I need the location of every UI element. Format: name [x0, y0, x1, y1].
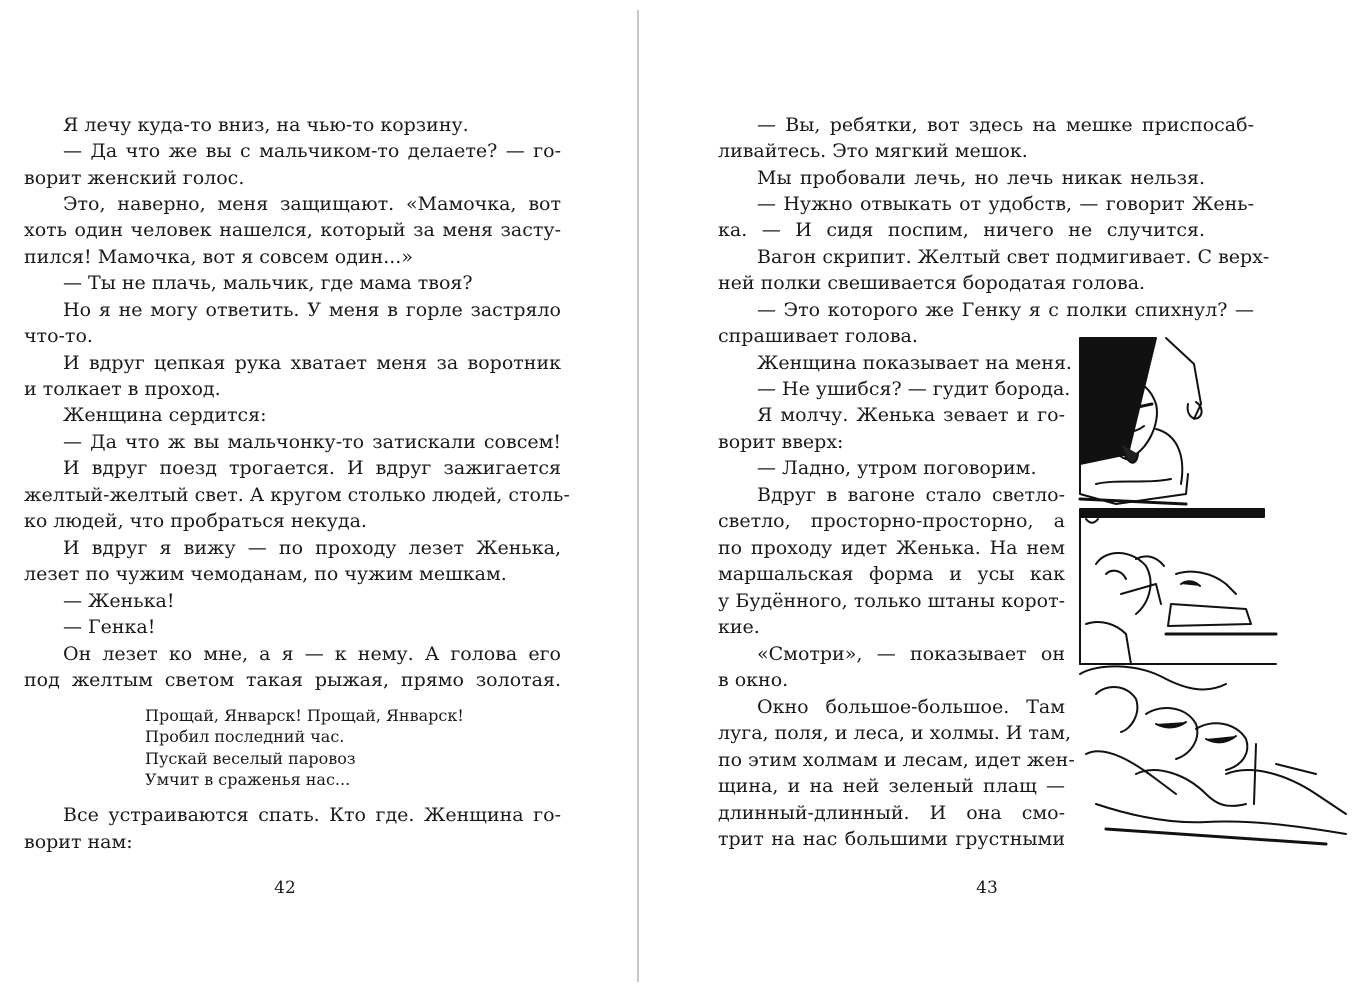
sleeping-children-panel	[1080, 666, 1346, 844]
text-line: И вдруг цепкая рука хватает меня за воротник	[63, 352, 561, 374]
bearded-man-panel	[1080, 338, 1202, 504]
text-line: ливайтесь. Это мягкий мешок.	[718, 140, 1028, 162]
text-line: хоть один человек нашелся, который за меня засту-	[24, 219, 561, 241]
text-line: желтый-желтый свет. А кругом столько людей, столь-	[24, 484, 570, 506]
text-line: ко людей, что пробраться некуда.	[24, 510, 367, 532]
text-line: ворит вверх:	[718, 431, 844, 453]
text-line: — Да что ж вы мальчонку-то затискали совсем!	[63, 431, 561, 453]
text-line: Я молчу. Женька зевает и го-	[757, 404, 1065, 426]
text-line: у Будённого, только штаны корот-	[718, 590, 1065, 612]
text-line: луга, поля, и леса, и холмы. И там,	[718, 722, 1072, 744]
text-line: — Ты не плачь, мальчик, где мама твоя?	[63, 272, 473, 294]
text-line: «Смотри», — показывает он	[757, 643, 1065, 665]
text-line: ворит женский голос.	[24, 167, 245, 189]
text-line: — Генка!	[63, 616, 156, 638]
text-line: спрашивает голова.	[718, 325, 918, 347]
poem-line: Пробил последний час.	[145, 727, 345, 747]
text-line: Вдруг в вагоне стало светло-	[757, 484, 1065, 506]
poem-line: Прощай, Январск! Прощай, Январск!	[145, 706, 464, 725]
text-line: Я лечу куда-то вниз, на чью-то корзину.	[63, 114, 469, 136]
text-line: по проходу идет Женька. На нем	[718, 537, 1065, 559]
train-carriage-illustration	[1076, 334, 1357, 854]
text-line: — Не ушибся? — гудит борода.	[757, 378, 1071, 400]
text-line: светло, просторно-просторно, а	[718, 510, 1065, 532]
page-number: 43	[976, 878, 998, 898]
text-line: — Да что же вы с мальчиком-то делаете? — го-	[63, 140, 561, 162]
text-line: и толкает в проход.	[24, 378, 221, 400]
text-line: Женщина сердится:	[63, 404, 267, 426]
poem-block	[145, 705, 505, 790]
text-line: в окно.	[718, 669, 789, 691]
text-line: — Женька!	[63, 590, 175, 612]
text-line: по этим холмам и лесам, идет жен-	[718, 749, 1075, 771]
text-line: — Вы, ребятки, вот здесь на мешке приспосаб-	[757, 114, 1254, 136]
text-line: что-то.	[24, 325, 93, 347]
text-line: — Ладно, утром поговорим.	[757, 457, 1037, 479]
text-line: кие.	[718, 616, 760, 638]
page-number: 42	[274, 878, 296, 898]
text-line: Он лезет ко мне, а я — к нему. А голова его	[63, 643, 561, 665]
text-line: Это, наверно, меня защищают. «Мамочка, вот	[63, 193, 561, 215]
text-line: ней полки свешивается бородатая голова.	[718, 272, 1146, 294]
text-line: Вагон скрипит. Желтый свет подмигивает. С верх-	[757, 246, 1270, 268]
text-line: ворит нам:	[24, 831, 133, 853]
text-line: пился! Мамочка, вот я совсем один...»	[24, 246, 413, 268]
poem-line: Пускай веселый паровоз	[145, 748, 356, 768]
text-line: Все устраиваются спать. Кто где. Женщина го-	[63, 804, 561, 826]
text-line: под желтым светом такая рыжая, прямо золотая.	[24, 669, 561, 691]
text-line: И вдруг я вижу — по проходу лезет Женька,	[63, 537, 561, 559]
text-line: лезет по чужим чемоданам, по чужим мешкам.	[24, 563, 507, 585]
text-line: маршальская форма и усы как	[718, 563, 1065, 585]
text-line: Женщина показывает на меня.	[757, 352, 1072, 374]
carriage-passengers-panel	[1080, 509, 1276, 664]
left-page	[0, 0, 637, 992]
text-line: — Нужно отвыкать от удобств, — говорит Жень-	[757, 193, 1254, 215]
book-spine	[637, 10, 639, 982]
text-line: ка. — И сидя поспим, ничего не случится.	[718, 219, 1205, 241]
text-line: щина, и на ней зеленый плащ —	[718, 775, 1065, 797]
text-line: Но я не могу ответить. У меня в горле застряло	[63, 299, 561, 321]
text-line: длинный-длинный. И она смо-	[718, 802, 1065, 824]
text-line: — Это которого же Генку я с полки спихнул? —	[757, 299, 1254, 321]
text-line: Мы пробовали лечь, но лечь никак нельзя.	[757, 167, 1205, 189]
poem-line: Умчит в сраженья нас...	[145, 769, 351, 789]
text-line: трит на нас большими грустными	[718, 828, 1065, 850]
text-line: Окно большое-большое. Там	[757, 696, 1065, 718]
text-line: И вдруг поезд трогается. И вдруг зажигается	[63, 457, 561, 479]
